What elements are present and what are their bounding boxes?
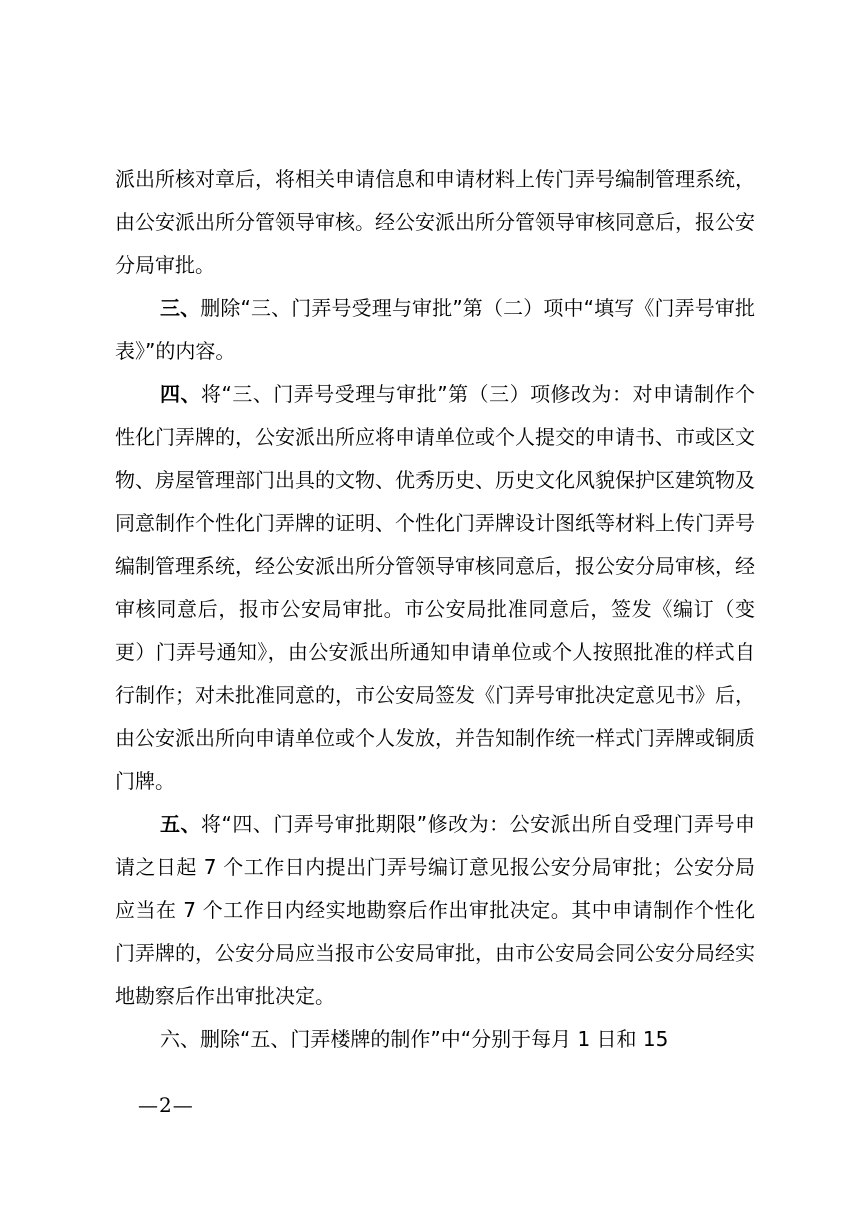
item-number: 三、: [160, 296, 201, 320]
paragraph-text: 删除“三、门弄号受理与审批”第（二）项中“填写《门弄号审批表》”的内容。: [115, 296, 755, 363]
paragraph-text: 将“四、门弄号审批期限”修改为：公安派出所自受理门弄号申请之日起 7 个工作日内提出门弄号编订意见报公安分局审批；公安分局应当在 7 个工作日内经实地勘察后作出审批决定。其中申请制作个性化门弄牌的，公安分局应当报市公安局审批，由市公安局会同公安分局经实地勘察后作出审批决定。: [115, 812, 755, 1008]
paragraph-text: 删除“五、门弄楼牌的制作”中“分别于每月 1 日和 15: [200, 1027, 669, 1051]
paragraph-item-5: [115, 803, 755, 1018]
paragraph-continuation: [115, 158, 755, 287]
paragraph-text: 派出所核对章后，将相关申请信息和申请材料上传门弄号编制管理系统，由公安派出所分管领导审核。经公安派出所分管领导审核同意后，报公安分局审批。: [115, 167, 755, 277]
item-number: 四、: [160, 382, 201, 406]
paragraph-item-3: [115, 287, 755, 373]
document-body: [115, 158, 755, 1061]
item-number: 五、: [160, 812, 201, 836]
item-number: 六、: [160, 1027, 200, 1051]
paragraph-text: 将“三、门弄号受理与审批”第（三）项修改为：对申请制作个性化门弄牌的，公安派出所应将申请单位或个人提交的申请书、市或区文物、房屋管理部门出具的文物、优秀历史、历史文化风貌保护区建筑物及同意制作个性化门弄牌的证明、个性化门弄牌设计图纸等材料上传门弄号编制管理系统，经公安派出所分管领导审核同意后，报公安分局审核，经审核同意后，报市公安局审批。市公安局批准同意后，签发《编订（变更）门弄号通知》，由公安派出所通知申请单位或个人按照批准的样式自行制作；对未批准同意的，市公安局签发《门弄号审批决定意见书》后，由公安派出所向申请单位或个人发放，并告知制作统一样式门弄牌或铜质门牌。: [115, 382, 755, 793]
paragraph-item-6: [115, 1018, 755, 1061]
page-number: —2—: [138, 1093, 194, 1117]
paragraph-item-4: [115, 373, 755, 803]
